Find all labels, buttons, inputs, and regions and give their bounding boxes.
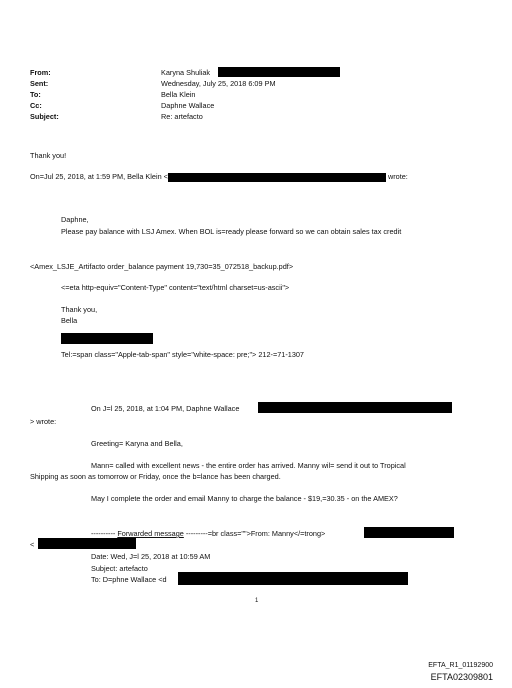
- forwarded-line: [91, 529, 325, 538]
- greeting-line: Greeting= Karyna and Bella,: [91, 439, 183, 448]
- bella-signature: Bella: [61, 316, 78, 325]
- redaction-from-email: [218, 67, 340, 77]
- redaction-bella-email: [168, 173, 386, 182]
- tel-line: Tel:=span class="Apple-tab-span" style="white-space: pre;"> 212-=71-1307: [61, 350, 304, 359]
- page-number: 1: [255, 598, 259, 604]
- manny-line-1: Mann= called with excellent news - the entire order has arrived. Manny wil= send it out to Tropical: [91, 461, 406, 470]
- efta-id: EFTA02309801: [430, 672, 493, 682]
- manny-line-2: Shipping as soon as tomorrow or Friday, once the b=lance has been charged.: [30, 472, 281, 481]
- sent-label: Sent:: [30, 79, 49, 88]
- forwarded-dashes: ----------: [91, 529, 118, 538]
- thanks-line: Thank you!: [30, 151, 67, 160]
- daphne-salutation: Daphne,: [61, 215, 89, 224]
- from-label: From:: [30, 68, 51, 77]
- sent-value: Wednesday, July 25, 2018 6:09 PM: [161, 79, 276, 88]
- may-complete-line: May I complete the order and email Manny to charge the balance - $19,=30.35 - on the AMEX?: [91, 494, 398, 503]
- cc-value: Daphne Wallace: [161, 101, 215, 110]
- efta-r1-id: EFTA_R1_01192900: [428, 662, 493, 669]
- wrote-line-2: > wrote:: [30, 417, 57, 426]
- on-line-1: [30, 172, 408, 182]
- subject-line-2: Subject: artefacto: [91, 564, 148, 573]
- date-line: Date: Wed, J=l 25, 2018 at 10:59 AM: [91, 552, 211, 561]
- attachment-line: <Amex_LSJE_Artifacto order_balance payment 19,730=35_072518_backup.pdf>: [30, 262, 294, 271]
- cc-label: Cc:: [30, 101, 42, 110]
- to-value: Bella Klein: [161, 90, 196, 99]
- redaction-to-email: [178, 572, 408, 585]
- forwarded-from: ---------=br class="">From: Manny</=trong>: [183, 529, 326, 538]
- forwarded-message-link[interactable]: Forwarded message: [117, 529, 184, 538]
- redaction-daphne-email: [258, 402, 452, 413]
- subject-label: Subject:: [30, 112, 59, 121]
- redaction-manny-email: [364, 527, 454, 538]
- subject-value: Re: artefacto: [161, 112, 203, 121]
- thank-you-line: Thank you,: [61, 305, 98, 314]
- pay-balance-line: Please pay balance with LSJ Amex. When BOL is=ready please forward so we can obtain sales tax credit: [61, 227, 402, 236]
- on-line-2: On J=l 25, 2018, at 1:04 PM, Daphne Wallace: [91, 404, 240, 413]
- to-line-2: To: D=phne Wallace <d: [91, 575, 167, 584]
- on-line-1-text: On=Jul 25, 2018, at 1:59 PM, Bella Klein <: [30, 172, 168, 181]
- to-label: To:: [30, 90, 41, 99]
- meta-line: <=eta http-equiv="Content-Type" content="text/html charset=us-ascii">: [61, 283, 290, 292]
- lt-symbol: <: [30, 540, 35, 549]
- redaction-signature: [61, 333, 153, 344]
- from-value: Karyna Shuliak: [161, 68, 211, 77]
- on-line-1-wrote: wrote:: [387, 172, 408, 181]
- redaction-manny-address: [38, 538, 136, 549]
